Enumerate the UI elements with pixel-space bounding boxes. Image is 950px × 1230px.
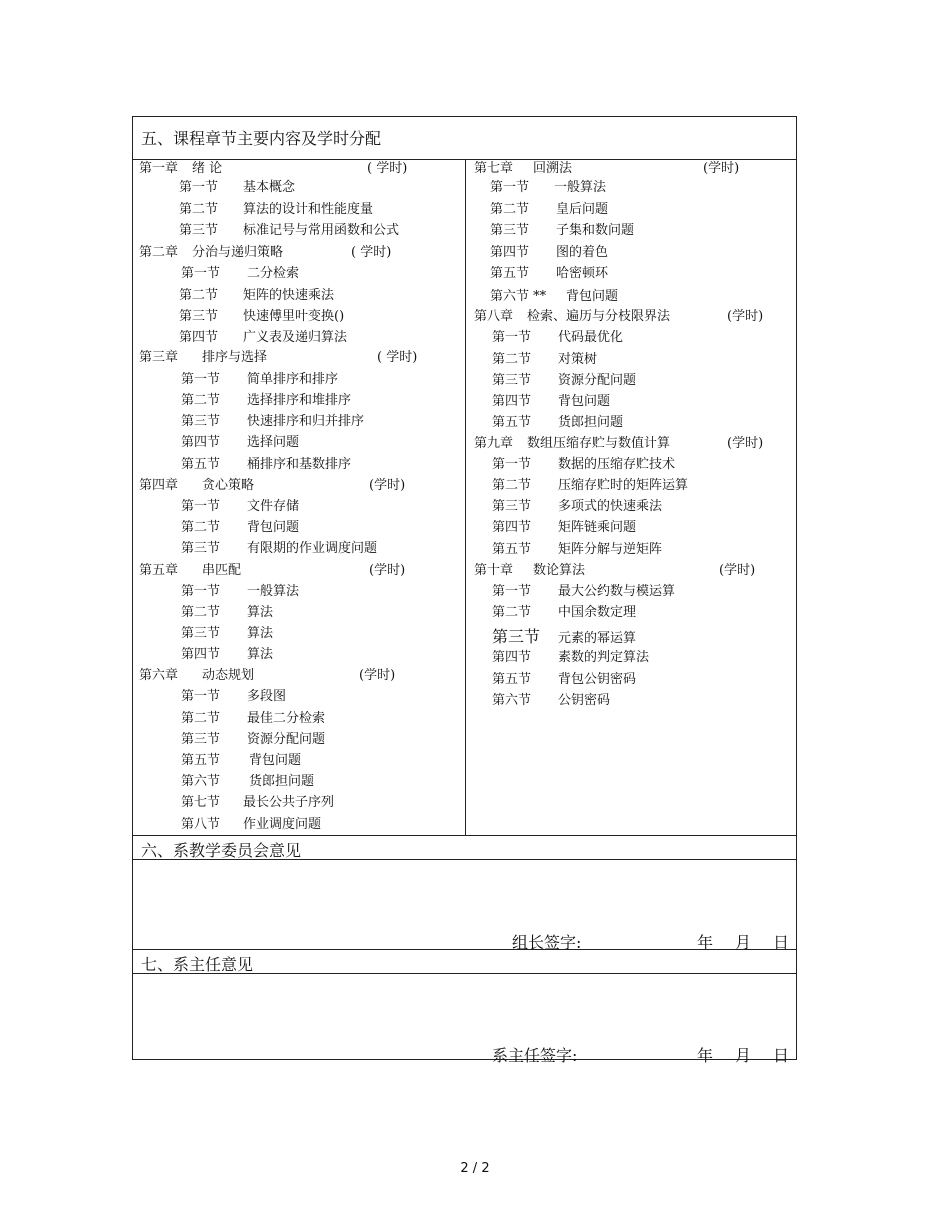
section-item: 第六节 货郎担问题 bbox=[181, 774, 315, 789]
section-item: 第三节 有限期的作业调度问题 bbox=[181, 541, 378, 556]
chapter-8-hours: (学时) bbox=[727, 309, 764, 324]
section-item: 第五节 背包公钥密码 bbox=[492, 672, 637, 687]
section-item: 第五节 背包问题 bbox=[181, 753, 302, 768]
section-item: 第五节 哈密顿环 bbox=[490, 266, 609, 281]
section-item: 第二节 最佳二分检索 bbox=[181, 711, 326, 726]
date-month: 月 bbox=[735, 933, 752, 952]
section-item: 第六节 ** 背包问题 bbox=[490, 289, 619, 304]
divider bbox=[133, 859, 796, 860]
section-item: 第四节 素数的判定算法 bbox=[492, 650, 650, 665]
column-divider bbox=[465, 159, 466, 835]
course-form-table bbox=[132, 116, 797, 1065]
section-item: 第三节 快速排序和归并排序 bbox=[181, 414, 365, 429]
chapter-8-heading: 第八章 检索、遍历与分枝限界法 bbox=[474, 309, 671, 324]
divider bbox=[133, 949, 796, 950]
section-item: 第三节 资源分配问题 bbox=[492, 373, 637, 388]
divider bbox=[133, 835, 796, 836]
date-year: 年 bbox=[697, 933, 714, 952]
section-item: 第四节 广义表及递归算法 bbox=[179, 330, 348, 345]
chapter-3-hours: ( 学时) bbox=[377, 350, 418, 365]
chapter-10-hours: (学时) bbox=[719, 563, 756, 578]
section-item: 第一节 基本概念 bbox=[179, 180, 296, 195]
section-item: 第三节 算法 bbox=[181, 626, 274, 641]
page-number: 2 / 2 bbox=[460, 1161, 490, 1176]
section-item: 第五节 桶排序和基数排序 bbox=[181, 457, 352, 472]
section-item: 第二节 算法的设计和性能度量 bbox=[179, 202, 374, 217]
chapter-4-hours: (学时) bbox=[369, 478, 406, 493]
section-item: 第一节 代码最优化 bbox=[492, 330, 624, 345]
chapter-2-hours: ( 学时) bbox=[351, 245, 392, 260]
section-item: 第一节 数据的压缩存贮技术 bbox=[492, 457, 676, 472]
chapter-3-heading: 第三章 排序与选择 bbox=[139, 350, 268, 365]
section-item: 第八节 作业调度问题 bbox=[181, 817, 322, 832]
date-year: 年 bbox=[697, 1046, 714, 1065]
section-item: 第三节 标准记号与常用函数和公式 bbox=[179, 223, 400, 238]
section-item: 第二节 选择排序和堆排序 bbox=[181, 393, 352, 408]
date-day: 日 bbox=[773, 933, 790, 952]
group-leader-signature-label: 组长签字: bbox=[512, 933, 582, 952]
section-7-title: 七、系主任意见 bbox=[141, 955, 254, 974]
chapter-7-hours: (学时) bbox=[703, 161, 740, 176]
section-item: 第二节 算法 bbox=[181, 605, 274, 620]
section-item: 第二节 压缩存贮时的矩阵运算 bbox=[492, 478, 689, 493]
section-6-title: 六、系教学委员会意见 bbox=[141, 841, 302, 860]
section-item: 第五节 矩阵分解与逆矩阵 bbox=[492, 542, 663, 557]
chapter-5-heading: 第五章 串匹配 bbox=[139, 563, 242, 578]
section-item: 第一节 最大公约数与模运算 bbox=[492, 584, 676, 599]
section-item: 第三节 多项式的快速乘法 bbox=[492, 499, 663, 514]
chapter-1-hours: ( 学时) bbox=[367, 161, 408, 176]
section-item: 第二节 矩阵的快速乘法 bbox=[179, 288, 335, 303]
section-item: 第二节 对策树 bbox=[492, 352, 598, 367]
section-5-title: 五、课程章节主要内容及学时分配 bbox=[141, 129, 382, 148]
section-item: 第一节 简单排序和排序 bbox=[181, 372, 339, 387]
section-item: 第一节 二分检索 bbox=[181, 266, 300, 281]
chapter-1-heading: 第一章 绪 论 bbox=[139, 161, 223, 176]
section-item: 第七节 最长公共子序列 bbox=[181, 795, 335, 810]
chapter-6-heading: 第六章 动态规划 bbox=[139, 668, 255, 683]
director-signature-label: 系主任签字: bbox=[492, 1046, 578, 1065]
chapter-9-hours: (学时) bbox=[727, 436, 764, 451]
chapter-2-heading: 第二章 分治与递归策略 bbox=[139, 245, 284, 260]
section-item: 第一节 多段图 bbox=[181, 689, 287, 704]
chapter-10-heading: 第十章 数论算法 bbox=[474, 563, 586, 578]
section-item: 第四节 选择问题 bbox=[181, 435, 300, 450]
chapter-6-hours: (学时) bbox=[359, 668, 396, 683]
section-item: 第四节 背包问题 bbox=[492, 394, 611, 409]
section-item: 第一节 一般算法 bbox=[490, 180, 607, 195]
section-item: 第六节 公钥密码 bbox=[492, 693, 611, 708]
section-item: 第三节 资源分配问题 bbox=[181, 732, 326, 747]
section-item: 第四节 矩阵链乘问题 bbox=[492, 520, 637, 535]
section-item: 第二节 皇后问题 bbox=[490, 202, 609, 217]
section-item: 第三节 元素的幂运算 bbox=[492, 627, 637, 646]
section-item: 第五节 货郎担问题 bbox=[492, 415, 624, 430]
section-item: 第二节 背包问题 bbox=[181, 520, 300, 535]
date-month: 月 bbox=[735, 1046, 752, 1065]
chapter-9-heading: 第九章 数组压缩存贮与数值计算 bbox=[474, 436, 671, 451]
chapter-4-heading: 第四章 贪心策略 bbox=[139, 478, 255, 493]
section-item: 第四节 算法 bbox=[181, 647, 274, 662]
divider bbox=[133, 973, 796, 974]
section-item: 第三节 快速傅里叶变换() bbox=[179, 309, 345, 324]
chapter-7-heading: 第七章 回溯法 bbox=[474, 161, 573, 176]
date-day: 日 bbox=[773, 1046, 790, 1065]
section-item: 第一节 一般算法 bbox=[181, 584, 300, 599]
section-item: 第四节 图的着色 bbox=[490, 245, 609, 260]
section-item: 第一节 文件存储 bbox=[181, 499, 300, 514]
section-item: 第三节 子集和数问题 bbox=[490, 223, 635, 238]
chapter-5-hours: (学时) bbox=[369, 563, 406, 578]
section-item: 第二节 中国余数定理 bbox=[492, 605, 637, 620]
